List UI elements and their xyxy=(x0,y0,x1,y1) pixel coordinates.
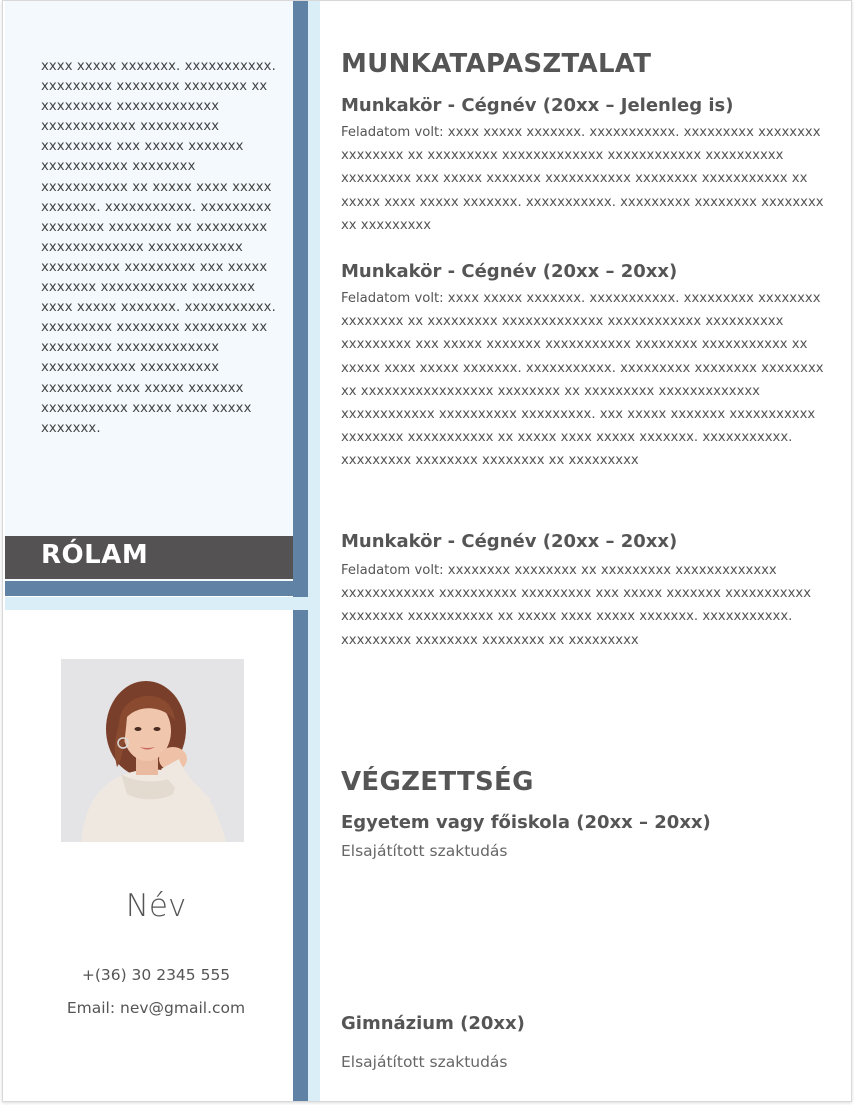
light-bar-vertical xyxy=(308,1,320,1101)
job-description-3: Feladatom volt: xxxxxxxx xxxxxxxx xx xxxxxxxxx xxxxxxxxxxxxx xxxxxxxxxxxx xxxxxxxxxx xxxxxxxxx xxx xxxxx xxxxxxx xxxxxxxxxxx xxxxxxxx xxxxxxxxxxx xx xxxxx xxxx xxxxx xxxxxxx. xxxxxxxxxxx. xxxxxxxxx xxxxxxxx xxxxxxxx xx xxxxxxxxx xyxy=(341,563,811,648)
job-heading-3: Munkakör - Cégnév (20xx – 20xx) xyxy=(341,531,678,552)
education-description-1: Elsajátított szaktudás xyxy=(341,842,508,860)
accent-stripe-horizontal xyxy=(5,581,293,596)
job-description-2: Feladatom volt: xxxx xxxxx xxxxxxx. xxxxxxxxxxx. xxxxxxxxx xxxxxxxx xxxxxxxx xx xxxxxxxxx xxxxxxxxxxxxx xxxxxxxxxxxx xxxxxxxxxx xxxxxxxxx xxx xxxxx xxxxxxx xxxxxxxxxxx xxxxxxxx xxxxxxxxxxx xx xxxxx xxxx xxxxx xxxxxxx. xxxxxxxxxxx. xxxxxxxxx xxxxxxxx xxxxxxxx xx xxxxxxxxxxxxxxxxx xxxxxxxx xx xxxxxxxxx xxxxxxxxxxxxx xxxxxxxxxxxx xxxxxxxxxx xxxxxxxxx. xxx xxxxx xxxxxxx xxxxxxxxxxx xxxxxxxx xxxxxxxxxxx xx xxxxx xxxx xxxxx xxxxxxx. xxxxxxxxxxx. xxxxxxxxx xxxxxxxx xxxxxxxx xx xxxxxxxxx xyxy=(341,291,824,469)
about-text: xxxx xxxxx xxxxxxx. xxxxxxxxxxx. xxxxxxxxx xxxxxxxx xxxxxxxx xx xxxxxxxxx xxxxxxxxxxxxx xxxxxxxxxxxx xxxxxxxxxx xxxxxxxxx xxx xxxxx xxxxxxx xxxxxxxxxxx xxxxxxxx xxxxxxxxxxx xx xxxxx xxxx xxxxx xxxxxxx. xxxxxxxxxxx. xxxxxxxxx xxxxxxxx xxxxxxxx xx xxxxxxxxx xxxxxxxxxxxxx xxxxxxxxxxxx xxxxxxxxxx xxxxxxxxx xxx xxxxx xxxxxxx xxxxxxxxxxx xxxxxxxx xxxx xxxxx xxxxxxx. xxxxxxxxxxx. xxxxxxxxx xxxxxxxx xxxxxxxx xx xxxxxxxxx xxxxxxxxxxxxx xxxxxxxxxxxx xxxxxxxxxx xxxxxxxxx xxx xxxxx xxxxxxx xxxxxxxxxxx xxxxx xxxx xxxxx xxxxxxx. xyxy=(41,59,276,436)
candidate-name: Név xyxy=(125,888,187,924)
education-heading-2: Gimnázium (20xx) xyxy=(341,1013,525,1034)
education-description-2: Elsajátított szaktudás xyxy=(341,1053,508,1071)
accent-bar-vertical-bottom xyxy=(293,610,308,1101)
email-address: Email: nev@gmail.com xyxy=(66,999,246,1017)
job-heading-2: Munkakör - Cégnév (20xx – 20xx) xyxy=(341,261,678,282)
about-title: RÓLAM xyxy=(41,540,149,570)
phone-number: +(36) 30 2345 555 xyxy=(81,966,231,984)
divider-band xyxy=(5,597,309,610)
accent-bar-vertical-top xyxy=(293,1,308,597)
education-title: VÉGZETTSÉG xyxy=(341,767,534,797)
experience-title: MUNKATAPASZTALAT xyxy=(341,49,652,79)
cv-page xyxy=(2,0,852,1102)
job-description-1: Feladatom volt: xxxx xxxxx xxxxxxx. xxxxxxxxxxx. xxxxxxxxx xxxxxxxx xxxxxxxx xx xxxxxxxxx xxxxxxxxxxxxx xxxxxxxxxxxx xxxxxxxxxx xxxxxxxxx xxx xxxxx xxxxxxx xxxxxxxxxxx xxxxxxxx xxxxxxxxxxx xx xxxxx xxxx xxxxx xxxxxxx. xxxxxxxxxxx. xxxxxxxxx xxxxxxxx xxxxxxxx xx xxxxxxxxx xyxy=(341,125,824,231)
education-heading-1: Egyetem vagy főiskola (20xx – 20xx) xyxy=(341,812,711,833)
job-heading-1: Munkakör - Cégnév (20xx – Jelenleg is) xyxy=(341,95,734,116)
profile-photo xyxy=(61,659,244,842)
portrait-image xyxy=(61,659,244,842)
